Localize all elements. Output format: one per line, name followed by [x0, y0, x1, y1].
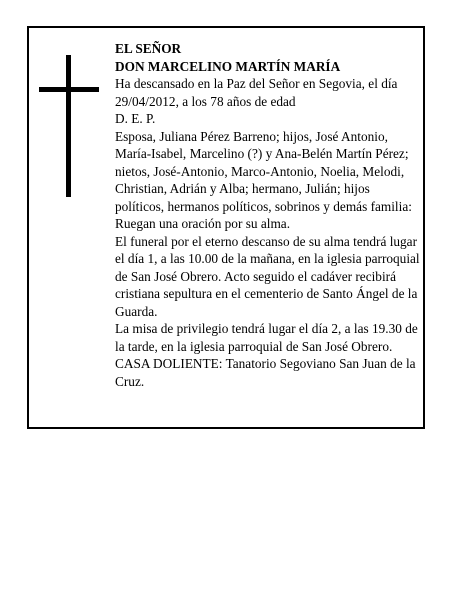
mourning-house: CASA DOLIENTE: Tanatorio Segoviano San Juan de la Cruz.: [115, 356, 416, 389]
family-list: Esposa, Juliana Pérez Barreno; hijos, José Antonio, María-Isabel, Marcelino (?) y Ana-Belén Martín Pérez; nietos, José-Antonio, Marco-Antonio, Noelia, Melodi, Christian, Adrián y Alba; hermano, Julián; hijos políticos, hermanos políticos, sobrinos y demás familia:: [115, 128, 412, 214]
deceased-name: DON MARCELINO MARTÍN MARÍA: [115, 58, 341, 74]
obituary-notice: [27, 26, 425, 429]
rip-line: D. E. P.: [115, 111, 156, 126]
prayer-request: Ruegan una oración por su alma.: [115, 216, 291, 231]
cross-vertical-bar: [66, 55, 71, 197]
funeral-details: El funeral por el eterno descanso de su alma tendrá lugar el día 1, a las 10.00 de la mañana, en la iglesia parroquial de San José Obrero. Acto seguido el cadáver recibirá cristiana sepultura en el cementerio de Santo Ángel de la Guarda.: [115, 233, 420, 319]
cross-horizontal-bar: [39, 87, 99, 92]
mass-details: La misa de privilegio tendrá lugar el día 2, a las 19.30 de la tarde, en la iglesia parroquial de San José Obrero.: [115, 321, 418, 354]
obituary-text: [115, 40, 421, 390]
cross-icon: [39, 55, 99, 197]
death-statement: Ha descansado en la Paz del Señor en Segovia, el día 29/04/2012, a los 78 años de edad: [115, 76, 398, 109]
obituary-title: EL SEÑOR: [115, 41, 182, 56]
